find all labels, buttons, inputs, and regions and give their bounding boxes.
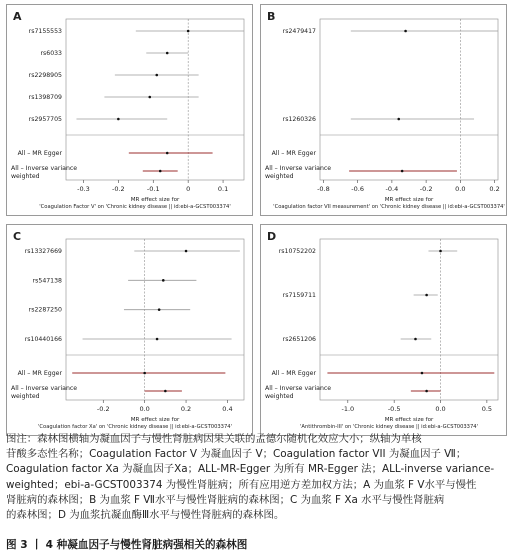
snp-label: rs2287250 <box>28 306 62 314</box>
snp-point <box>187 30 190 33</box>
x-tick-label: -0.1 <box>146 185 160 193</box>
summary-point <box>425 390 428 393</box>
snp-point <box>404 30 407 33</box>
summary-label-line2: weighted <box>265 393 294 400</box>
panel-letter: A <box>13 10 22 23</box>
x-tick-label: 0.4 <box>222 405 233 413</box>
summary-label: All – MR Egger <box>17 370 62 377</box>
snp-point <box>425 294 428 297</box>
summary-label-line1: All – Inverse variance <box>265 385 332 392</box>
x-tick-label: 0.2 <box>180 405 192 413</box>
x-tick-label: -0.2 <box>96 405 110 413</box>
forest-plot-b <box>260 4 507 216</box>
summary-label: All – MR Egger <box>17 150 62 157</box>
x-tick-label: -0.8 <box>317 185 330 193</box>
snp-label: rs6033 <box>40 50 62 57</box>
x-tick-label: 0.0 <box>435 405 446 413</box>
snp-point <box>414 338 417 341</box>
panel-letter: C <box>13 230 22 243</box>
panel-letter: D <box>267 230 277 243</box>
snp-point <box>156 338 159 341</box>
caption-line: Coagulation factor Xa 为凝血因子Ⅹa；ALL-MR-Egger 为所有 MR-Egger 法；ALL-inverse variance- <box>6 463 495 476</box>
summary-label-line1: All – Inverse variance <box>11 385 78 392</box>
x-axis-label-line2: 'Antithrombin-III' on 'Chronic kidney disease || id:ebi-a-GCST003374' <box>299 424 479 430</box>
snp-label: rs2479417 <box>282 28 316 35</box>
snp-point <box>439 250 442 253</box>
summary-label: All – MR Egger <box>271 150 316 157</box>
forest-svg <box>7 225 252 435</box>
forest-svg <box>7 5 252 215</box>
caption-line: 图注：森林图横轴为凝血因子与慢性肾脏病因果关联的孟德尔随机化效应大小；纵轴为单核 <box>6 433 422 445</box>
snp-point <box>162 279 165 282</box>
snp-label: rs1398709 <box>28 94 62 101</box>
summary-point <box>159 170 162 173</box>
x-axis-label-line1: MR effect size for <box>384 417 434 423</box>
snp-point <box>158 308 161 311</box>
summary-label-line2: weighted <box>11 393 40 400</box>
x-tick-label: 0.5 <box>481 405 493 413</box>
snp-point <box>148 96 151 99</box>
snp-point <box>166 52 169 55</box>
snp-label: rs13327669 <box>24 248 62 255</box>
snp-label: rs2651206 <box>282 336 316 343</box>
snp-label: rs1260326 <box>282 116 316 123</box>
snp-label: rs10752202 <box>278 248 316 255</box>
x-tick-label: 0.0 <box>139 405 150 413</box>
x-axis-label-line1: MR effect size for <box>130 197 180 203</box>
snp-label: rs547138 <box>32 277 62 285</box>
caption-line: 苷酸多态性名称；Coagulation Factor V 为凝血因子 V；Coagulation factor VII 为凝血因子 Ⅶ； <box>6 448 467 461</box>
forest-svg <box>261 5 506 215</box>
forest-plot-a <box>6 4 253 216</box>
x-tick-label: -1.0 <box>341 405 355 413</box>
snp-point <box>117 118 120 121</box>
summary-point <box>166 152 169 155</box>
plot-frame <box>320 239 498 400</box>
snp-label: rs7159711 <box>282 292 316 299</box>
x-axis-label-line2: 'Coagulation factor VII measurement' on 'Chronic kidney disease || id:ebi-a-GCST003374' <box>273 204 505 210</box>
snp-label: rs10440166 <box>24 336 62 343</box>
caption-line: 的森林图；D 为血浆抗凝血酶Ⅲ水平与慢性肾脏病的森林图。 <box>6 509 285 522</box>
x-tick-label: 0 <box>186 185 191 193</box>
forest-svg <box>261 225 506 435</box>
forest-plot-d <box>260 224 507 436</box>
summary-label-line1: All – Inverse variance <box>265 165 332 172</box>
panel-letter: B <box>267 10 276 23</box>
x-axis-label-line1: MR effect size for <box>384 197 434 203</box>
figure-title: 图 3 丨 4 种凝血因子与慢性肾脏病强相关的森林图 <box>6 539 248 551</box>
snp-point <box>397 118 400 121</box>
x-tick-label: -0.2 <box>419 185 433 193</box>
x-axis-label-line2: 'Coagulation Factor V' on 'Chronic kidney disease || id:ebi-a-GCST003374' <box>39 204 231 210</box>
caption-line: weighted；ebi-a-GCST003374 为慢性肾脏病；所有应用逆方差加权方法；A 为血浆 F Ⅴ水平与慢性 <box>6 478 477 491</box>
snp-label: rs2957705 <box>28 116 62 123</box>
x-tick-label: -0.5 <box>387 405 401 413</box>
x-tick-label: 0.0 <box>455 185 466 193</box>
plot-frame <box>66 19 244 180</box>
snp-point <box>155 74 158 77</box>
x-tick-label: -0.6 <box>351 185 364 193</box>
snp-point <box>185 250 188 253</box>
summary-label-line2: weighted <box>265 173 294 180</box>
summary-point <box>401 170 404 173</box>
summary-label-line1: All – Inverse variance <box>11 165 78 172</box>
x-axis-label-line2: 'Coagulation factor Xa' on 'Chronic kidney disease || id:ebi-a-GCST003374' <box>38 424 232 430</box>
x-tick-label: -0.3 <box>77 185 90 193</box>
summary-label-line2: weighted <box>11 173 40 180</box>
figure-caption <box>6 432 506 523</box>
forest-plot-c <box>6 224 253 436</box>
summary-point <box>421 372 424 375</box>
x-tick-label: 0.2 <box>489 185 500 193</box>
plot-frame <box>320 19 498 180</box>
x-tick-label: 0.1 <box>217 185 229 193</box>
x-axis-label-line1: MR effect size for <box>130 417 180 423</box>
snp-label: rs2298905 <box>28 72 62 79</box>
x-tick-label: -0.4 <box>385 185 399 193</box>
plot-frame <box>66 239 244 400</box>
summary-point <box>143 372 146 375</box>
summary-label: All – MR Egger <box>271 370 316 377</box>
caption-line: 肾脏病的森林图；B 为血浆 F Ⅶ水平与慢性肾脏病的森林图；C 为血浆 F Ⅹa 水平与慢性肾脏病 <box>6 493 445 506</box>
snp-label: rs7155553 <box>28 28 62 35</box>
x-tick-label: -0.2 <box>112 185 125 193</box>
summary-point <box>164 390 167 393</box>
